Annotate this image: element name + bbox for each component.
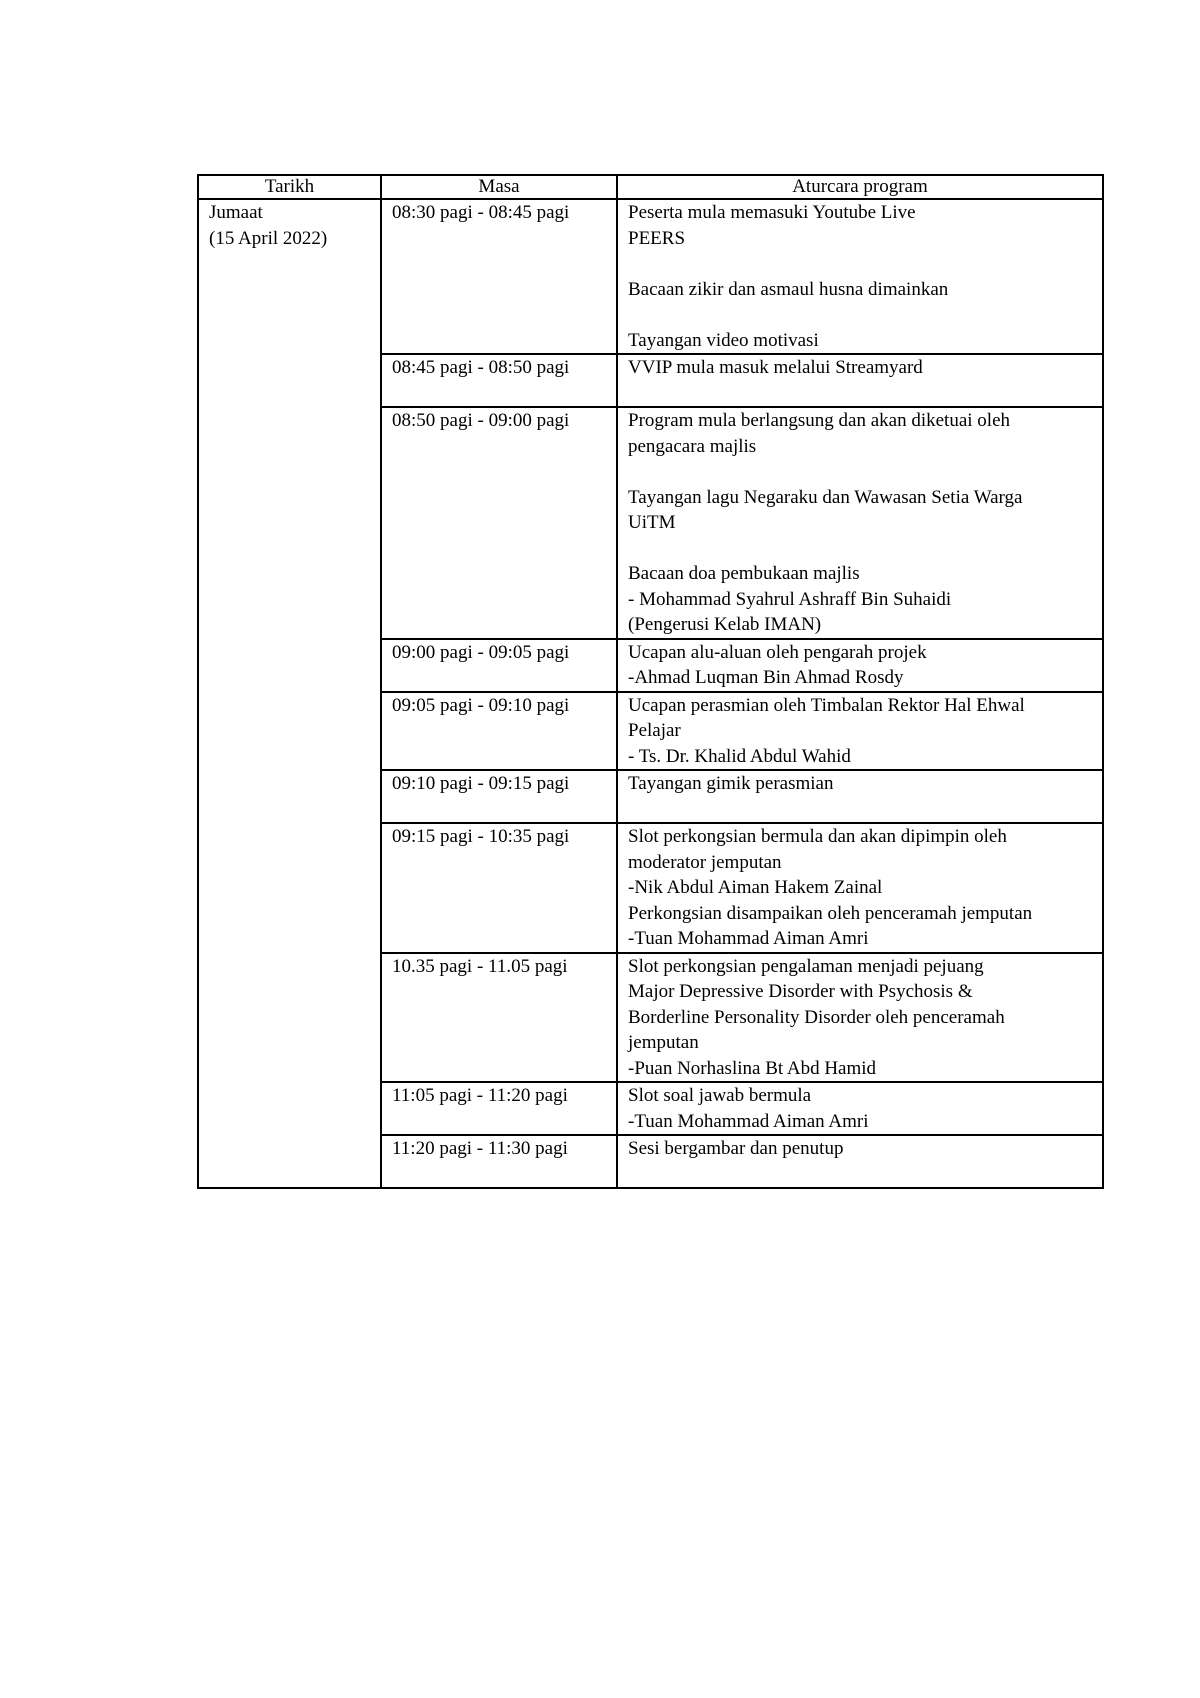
program-cell xyxy=(617,1082,1103,1135)
program-spacer xyxy=(628,302,1102,328)
header-date: Tarikh xyxy=(198,175,381,199)
program-spacer xyxy=(628,459,1102,485)
program-cell xyxy=(617,639,1103,692)
program-line: Program mula berlangsung dan akan diketuai oleh xyxy=(628,410,1011,431)
program-line: Slot perkongsian bermula dan akan dipimpin oleh xyxy=(628,826,1007,847)
program-line: -Puan Norhaslina Bt Abd Hamid xyxy=(628,1057,877,1079)
table-row xyxy=(198,199,1103,354)
header-program: Aturcara program xyxy=(617,175,1103,199)
time-cell: 08:50 pagi - 09:00 pagi xyxy=(381,407,617,639)
program-line: Bacaan doa pembukaan majlis xyxy=(628,563,860,584)
time-cell: 08:30 pagi - 08:45 pagi xyxy=(381,199,617,354)
program-line: Tayangan video motivasi xyxy=(628,329,819,351)
program-cell xyxy=(617,823,1103,953)
date-value: (15 April 2022) xyxy=(209,227,328,249)
program-line: moderator jemputan xyxy=(628,851,782,873)
program-line: Ucapan perasmian oleh Timbalan Rektor Hal Ehwal xyxy=(628,694,1025,716)
header-time: Masa xyxy=(381,175,617,199)
program-line: - Mohammad Syahrul Ashraff Bin Suhaidi xyxy=(628,588,952,610)
program-line: (Pengerusi Kelab IMAN) xyxy=(628,614,822,635)
time-cell: 11:20 pagi - 11:30 pagi xyxy=(381,1135,617,1188)
program-spacer xyxy=(628,1162,1102,1188)
time-cell: 09:05 pagi - 09:10 pagi xyxy=(381,692,617,771)
program-line: Sesi bergambar dan penutup xyxy=(628,1138,844,1159)
time-cell: 11:05 pagi - 11:20 pagi xyxy=(381,1082,617,1135)
time-cell: 09:00 pagi - 09:05 pagi xyxy=(381,639,617,692)
program-spacer xyxy=(628,381,1102,407)
program-spacer xyxy=(628,251,1102,277)
program-line: -Nik Abdul Aiman Hakem Zainal xyxy=(628,877,883,898)
program-line: PEERS xyxy=(628,227,686,249)
program-line: -Ahmad Luqman Bin Ahmad Rosdy xyxy=(628,667,904,688)
program-line: Slot soal jawab bermula xyxy=(628,1085,812,1106)
header-row xyxy=(198,175,1103,199)
program-line: Major Depressive Disorder with Psychosis & xyxy=(628,981,973,1002)
program-spacer xyxy=(628,536,1102,562)
schedule-table xyxy=(197,174,1104,1189)
program-cell xyxy=(617,692,1103,771)
program-line: -Tuan Mohammad Aiman Amri xyxy=(628,928,869,949)
program-line: Bacaan zikir dan asmaul husna dimainkan xyxy=(628,278,949,300)
program-line: Pelajar xyxy=(628,720,681,741)
program-cell xyxy=(617,953,1103,1083)
time-cell: 09:15 pagi - 10:35 pagi xyxy=(381,823,617,953)
program-line: - Ts. Dr. Khalid Abdul Wahid xyxy=(628,745,851,767)
program-line: -Tuan Mohammad Aiman Amri xyxy=(628,1110,869,1132)
program-line: Peserta mula memasuki Youtube Live xyxy=(628,202,916,223)
schedule-body xyxy=(198,199,1103,1188)
time-cell: 08:45 pagi - 08:50 pagi xyxy=(381,354,617,407)
date-cell xyxy=(198,199,381,1188)
program-cell xyxy=(617,407,1103,639)
date-day: Jumaat xyxy=(209,202,263,223)
program-line: VVIP mula masuk melalui Streamyard xyxy=(628,357,923,378)
program-line: jemputan xyxy=(628,1032,699,1053)
program-cell xyxy=(617,770,1103,823)
time-cell: 10.35 pagi - 11.05 pagi xyxy=(381,953,617,1083)
program-line: Ucapan alu-aluan oleh pengarah projek xyxy=(628,641,927,663)
program-line: UiTM xyxy=(628,512,676,533)
program-line: Slot perkongsian pengalaman menjadi pejuang xyxy=(628,955,984,977)
program-line: Perkongsian disampaikan oleh penceramah jemputan xyxy=(628,902,1033,924)
program-line: Tayangan lagu Negaraku dan Wawasan Setia Warga xyxy=(628,486,1023,508)
program-line: pengacara majlis xyxy=(628,435,757,457)
time-cell: 09:10 pagi - 09:15 pagi xyxy=(381,770,617,823)
program-line: Borderline Personality Disorder oleh penceramah xyxy=(628,1006,1005,1028)
program-spacer xyxy=(628,797,1102,823)
program-cell xyxy=(617,199,1103,354)
program-cell xyxy=(617,1135,1103,1188)
program-line: Tayangan gimik perasmian xyxy=(628,773,834,794)
program-cell xyxy=(617,354,1103,407)
